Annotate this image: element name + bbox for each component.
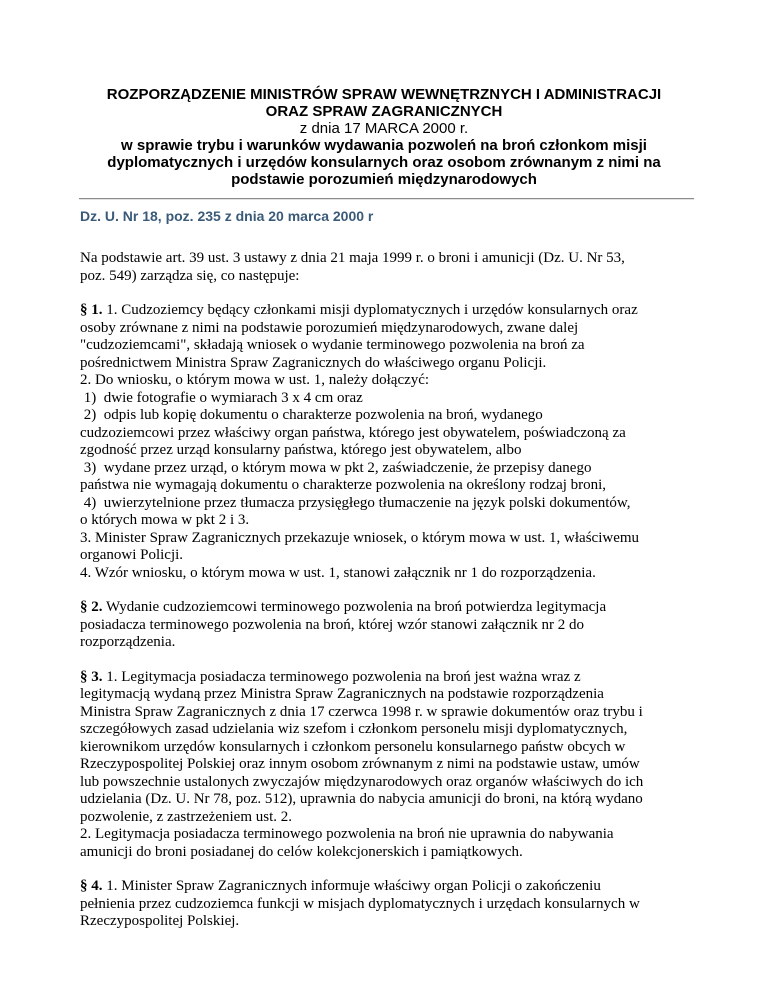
journal-reference: Dz. U. Nr 18, poz. 235 z dnia 20 marca 2000 r bbox=[80, 208, 374, 224]
section-1-first-line bbox=[80, 302, 700, 320]
section-4-first-line bbox=[80, 878, 700, 896]
section-line: Rzeczypospolitej Polskiej. bbox=[80, 913, 240, 929]
date-line: z dnia 17 MARCA 2000 r. bbox=[299, 120, 469, 137]
section-symbol: § 2. bbox=[80, 599, 103, 615]
section-line: pełnienia przez cudzoziemca funkcji w misjach dyplomatycznych i urzędach konsularnych w bbox=[80, 895, 640, 912]
section-line: 2. Legitymacja posiadacza terminowego pozwolenia na broń nie uprawnia do nabywania bbox=[80, 826, 614, 842]
section-line: rozporządzenia. bbox=[80, 634, 176, 650]
section-symbol: § 4. bbox=[80, 878, 103, 894]
document-body bbox=[80, 250, 700, 948]
title-line-1: ROZPORZĄDZENIE MINISTRÓW SPRAW WEWNĘTRZNYCH I ADMINISTRACJI bbox=[106, 86, 662, 103]
section-text: Wydanie cudzoziemcowi terminowego pozwolenia na broń potwierdza legitymacja bbox=[102, 599, 607, 615]
list-item-1: 1) dwie fotografie o wymiarach 3 x 4 cm oraz bbox=[80, 389, 363, 406]
section-line: osoby zrównane z nimi na podstawie porozumień międzynarodowych, zwane dalej bbox=[80, 319, 579, 336]
subject-line-2: dyplomatycznych i urzędów konsularnych oraz osobom zrównanym z nimi na bbox=[107, 154, 661, 171]
section-symbol: § 1. bbox=[80, 302, 103, 318]
section-3 bbox=[80, 669, 700, 862]
list-item-3: 3) wydane przez urząd, o którym mowa w pkt 2, zaświadczenie, że przepisy danego bbox=[80, 459, 592, 476]
section-1 bbox=[80, 302, 700, 582]
horizontal-divider bbox=[79, 198, 694, 200]
section-line: kierownikom urzędów konsularnych i członkom personelu konsularnego państw obcych w bbox=[80, 738, 626, 755]
section-line: udzielania (Dz. U. Nr 78, poz. 512), uprawnia do nabycia amunicji do broni, na którą wydano bbox=[80, 791, 643, 807]
section-text: 1. Legitymacja posiadacza terminowego pozwolenia na broń jest ważna wraz z bbox=[102, 668, 581, 685]
section-line: posiadacza terminowego pozwolenia na broń, której wzór stanowi załącznik nr 2 do bbox=[80, 616, 584, 633]
section-line: 4. Wzór wniosku, o którym mowa w ust. 1, stanowi załącznik nr 1 do rozporządzenia. bbox=[80, 564, 596, 581]
section-line: o których mowa w pkt 2 i 3. bbox=[80, 512, 250, 528]
section-line: pozwolenie, z zastrzeżeniem ust. 2. bbox=[80, 808, 292, 825]
section-2 bbox=[80, 599, 700, 652]
section-text: 1. Cudzoziemcy będący członkami misji dyplomatycznych i urzędów konsularnych oraz bbox=[102, 302, 638, 318]
section-line: organowi Policji. bbox=[80, 547, 184, 563]
section-line: Rzeczypospolitej Polskiej oraz innym osobom zrównanym z nimi na podstawie ustaw, umów bbox=[80, 756, 640, 772]
section-line: "cudzoziemcami", składają wniosek o wydanie terminowego pozwolenia na broń za bbox=[80, 337, 585, 353]
title-line-2: ORAZ SPRAW ZAGRANICZNYCH bbox=[265, 103, 503, 120]
section-text: 1. Minister Spraw Zagranicznych informuje właściwy organ Policji o zakończeniu bbox=[102, 878, 601, 894]
section-line: amunicji do broni posiadanej do celów kolekcjonerskich i pamiątkowych. bbox=[80, 843, 523, 860]
section-line: pośrednictwem Ministra Spraw Zagranicznych do właściwego organu Policji. bbox=[80, 354, 547, 371]
list-item-2: 2) odpis lub kopię dokumentu o charakterze pozwolenia na broń, wydanego bbox=[80, 407, 543, 423]
section-line: legitymacją wydaną przez Ministra Spraw Zagranicznych na podstawie rozporządzenia bbox=[80, 686, 604, 702]
subject-line-3: podstawie porozumień międzynarodowych bbox=[231, 171, 537, 188]
section-symbol: § 3. bbox=[80, 668, 103, 685]
section-line: lub powszechnie ustalonych zwyczajów międzynarodowych oraz organów właściwych do ich bbox=[80, 773, 644, 790]
intro-line: Na podstawie art. 39 ust. 3 ustawy z dnia 21 maja 1999 r. o broni i amunicji (Dz. U. Nr 53, bbox=[80, 250, 625, 266]
subject-line-1: w sprawie trybu i warunków wydawania pozwoleń na broń członkom misji bbox=[121, 137, 647, 154]
section-3-first-line bbox=[80, 669, 700, 687]
intro-line: poz. 549) zarządza się, co następuje: bbox=[80, 267, 300, 284]
section-line: szczegółowych zasad udzielania wiz szefom i członkom personelu misji dyplomatycznych, bbox=[80, 721, 628, 737]
section-4 bbox=[80, 878, 700, 931]
section-line: zgodność przez urząd konsularny państwa, którego jest obywatelem, albo bbox=[80, 442, 522, 458]
intro-paragraph bbox=[80, 250, 700, 285]
section-2-first-line bbox=[80, 599, 700, 617]
list-item-4: 4) uwierzytelnione przez tłumacza przysięgłego tłumaczenie na język polski dokumentów, bbox=[80, 494, 631, 511]
section-line: 2. Do wniosku, o którym mowa w ust. 1, należy dołączyć: bbox=[80, 372, 430, 388]
section-line: cudzoziemcowi przez właściwy organ państwa, którego jest obywatelem, poświadczoną za bbox=[80, 424, 626, 441]
section-line: państwa nie wymagają dokumentu o charakterze pozwolenia na określony rodzaj broni, bbox=[80, 477, 607, 493]
section-line: 3. Minister Spraw Zagranicznych przekazuje wniosek, o którym mowa w ust. 1, właściwemu bbox=[80, 529, 640, 546]
section-line: Ministra Spraw Zagranicznych z dnia 17 czerwca 1998 r. w sprawie dokumentów oraz trybu i bbox=[80, 703, 643, 720]
document-header bbox=[60, 86, 708, 188]
